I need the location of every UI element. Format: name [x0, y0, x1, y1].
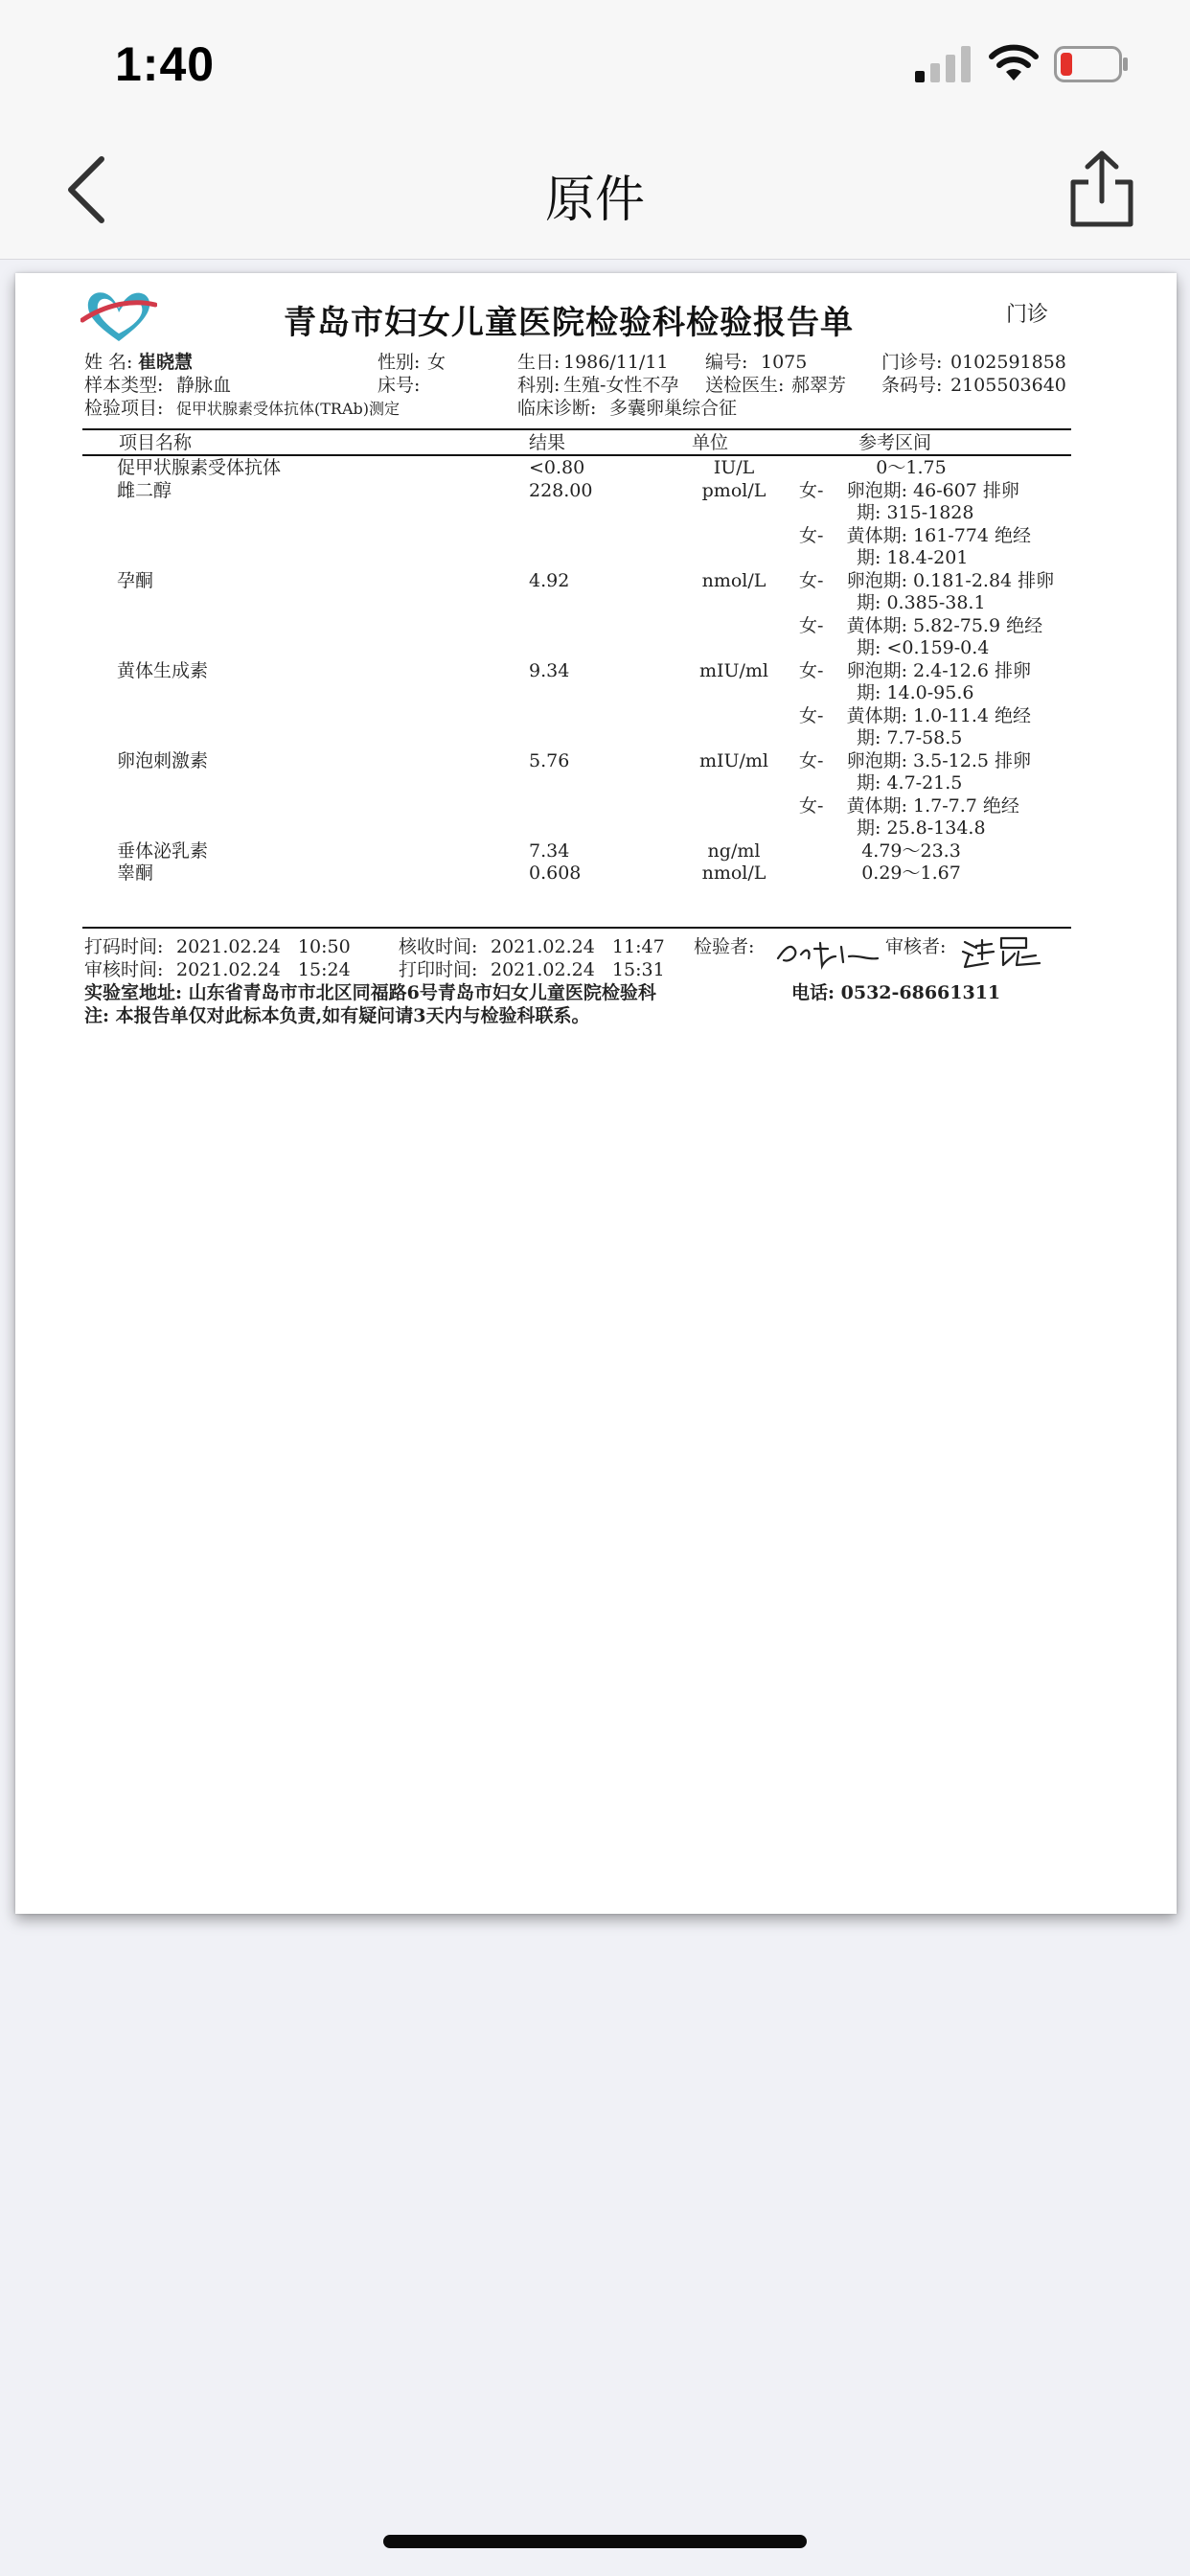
- page-title: 原件: [544, 172, 645, 228]
- result-value: 0.608: [529, 862, 582, 884]
- barcode-number: 2105503640: [950, 375, 1066, 396]
- result-value: 4.92: [529, 569, 570, 591]
- collect-time-label: 打码时间:: [84, 936, 164, 957]
- dept-label: 科别:: [517, 375, 561, 396]
- reference-range: 女- 黄体期: 5.82-75.9 绝经: [799, 614, 1043, 636]
- report-document: [15, 273, 1177, 1914]
- name-label: 姓 名:: [84, 352, 133, 373]
- sex-label: 性别:: [378, 352, 421, 373]
- reference-range: 0.29～1.67: [861, 862, 961, 884]
- result-name: 雌二醇: [117, 479, 172, 501]
- test-item: 促甲状腺素受体抗体(TRAb)测定: [176, 400, 400, 418]
- result-name: 孕酮: [117, 569, 154, 591]
- result-value: 228.00: [529, 479, 593, 501]
- dept-name: 生殖-女性不孕: [563, 375, 679, 396]
- divider: [82, 454, 1071, 456]
- reference-range: 期: 4.7-21.5: [857, 772, 963, 794]
- id-label: 编号:: [705, 352, 748, 373]
- result-unit: ng/ml: [707, 840, 761, 862]
- patient-name: 崔晓慧: [138, 352, 194, 373]
- clinic-no-label: 门诊号:: [881, 352, 943, 373]
- reference-range: 期: 18.4-201: [857, 547, 969, 568]
- hospital-logo-icon: [80, 286, 157, 345]
- test-label: 检验项目:: [84, 398, 164, 419]
- reference-range: 期: 315-1828: [857, 502, 974, 523]
- result-unit: nmol/L: [701, 862, 767, 884]
- sample-type: 静脉血: [176, 375, 232, 396]
- reference-range: 女- 卵泡期: 46-607 排卵: [799, 479, 1019, 501]
- print-time: 2021.02.24 15:31: [491, 959, 665, 980]
- receive-time-label: 核收时间:: [399, 936, 478, 957]
- inspector-signature-icon: [772, 933, 897, 972]
- result-value: 5.76: [529, 749, 570, 771]
- patient-sex: 女: [427, 352, 446, 373]
- review-time-label: 审核时间:: [84, 959, 164, 980]
- result-value: 7.34: [529, 840, 570, 862]
- reference-range: 期: <0.159-0.4: [857, 637, 990, 658]
- status-bar: [0, 0, 1190, 125]
- battery-low-icon: [1054, 46, 1129, 82]
- patient-id: 1075: [761, 352, 808, 373]
- dept-type: 门诊: [1006, 303, 1049, 327]
- reference-range: 女- 黄体期: 1.0-11.4 绝经: [799, 704, 1031, 726]
- cellular-signal-icon: [915, 46, 971, 82]
- reviewer-signature-icon: [959, 934, 1045, 969]
- review-time: 2021.02.24 15:24: [176, 959, 351, 980]
- result-value: 9.34: [529, 659, 570, 681]
- reference-range: 0～1.75: [876, 457, 947, 478]
- lab-phone: 电话: 0532-68661311: [791, 982, 1001, 1003]
- report-title: 青岛市妇女儿童医院检验科检验报告单: [284, 304, 854, 342]
- result-unit: pmol/L: [701, 479, 767, 501]
- print-time-label: 打印时间:: [399, 959, 478, 980]
- navigation-bar: [0, 125, 1190, 260]
- result-name: 黄体生成素: [117, 659, 209, 681]
- divider: [82, 927, 1071, 929]
- dob-label: 生日:: [517, 352, 561, 373]
- reference-range: 期: 7.7-58.5: [857, 727, 963, 748]
- report-note: 注: 本报告单仅对此标本负责,如有疑问请3天内与检验科联系。: [84, 1005, 590, 1026]
- sample-label: 样本类型:: [84, 375, 164, 396]
- reviewer-label: 审核者:: [885, 936, 947, 957]
- reference-range: 女- 卵泡期: 3.5-12.5 排卵: [799, 749, 1031, 771]
- diagnosis: 多囊卵巢综合征: [609, 398, 738, 419]
- column-header-result: 结果: [529, 432, 566, 453]
- status-time: 1:40: [115, 37, 216, 91]
- result-name: 垂体泌乳素: [117, 840, 209, 862]
- wifi-icon: [987, 42, 1041, 82]
- reference-range: 女- 卵泡期: 0.181-2.84 排卵: [799, 569, 1055, 591]
- reference-range: 期: 25.8-134.8: [857, 817, 986, 839]
- collect-time: 2021.02.24 10:50: [176, 936, 351, 957]
- result-name: 促甲状腺素受体抗体: [117, 457, 282, 478]
- reference-range: 4.79～23.3: [861, 840, 961, 862]
- result-value: <0.80: [529, 457, 585, 478]
- lab-address: 实验室地址: 山东省青岛市市北区同福路6号青岛市妇女儿童医院检验科: [84, 982, 656, 1003]
- result-name: 睾酮: [117, 862, 154, 884]
- inspector-label: 检验者:: [694, 936, 755, 957]
- doctor-label: 送检医生:: [705, 375, 785, 396]
- result-unit: mIU/ml: [698, 749, 769, 771]
- share-icon[interactable]: [1064, 146, 1140, 232]
- result-unit: IU/L: [713, 457, 755, 478]
- divider: [82, 428, 1071, 430]
- column-header-name: 项目名称: [119, 432, 193, 453]
- reference-range: 女- 黄体期: 161-774 绝经: [799, 524, 1032, 546]
- patient-dob: 1986/11/11: [563, 352, 669, 373]
- clinic-no: 0102591858: [950, 352, 1066, 373]
- reference-range: 期: 0.385-38.1: [857, 592, 986, 613]
- column-header-ref: 参考区间: [858, 432, 932, 453]
- bed-label: 床号:: [378, 375, 421, 396]
- result-unit: mIU/ml: [698, 659, 769, 681]
- barcode-label: 条码号:: [881, 375, 943, 396]
- reference-range: 女- 黄体期: 1.7-7.7 绝经: [799, 794, 1019, 816]
- reference-range: 女- 卵泡期: 2.4-12.6 排卵: [799, 659, 1031, 681]
- result-unit: nmol/L: [701, 569, 767, 591]
- doctor-name: 郝翠芳: [791, 375, 847, 396]
- diagnosis-label: 临床诊断:: [517, 398, 597, 419]
- receive-time: 2021.02.24 11:47: [491, 936, 665, 957]
- result-name: 卵泡刺激素: [117, 749, 209, 771]
- home-indicator[interactable]: [383, 2535, 807, 2548]
- reference-range: 期: 14.0-95.6: [857, 682, 974, 703]
- column-header-unit: 单位: [692, 432, 729, 453]
